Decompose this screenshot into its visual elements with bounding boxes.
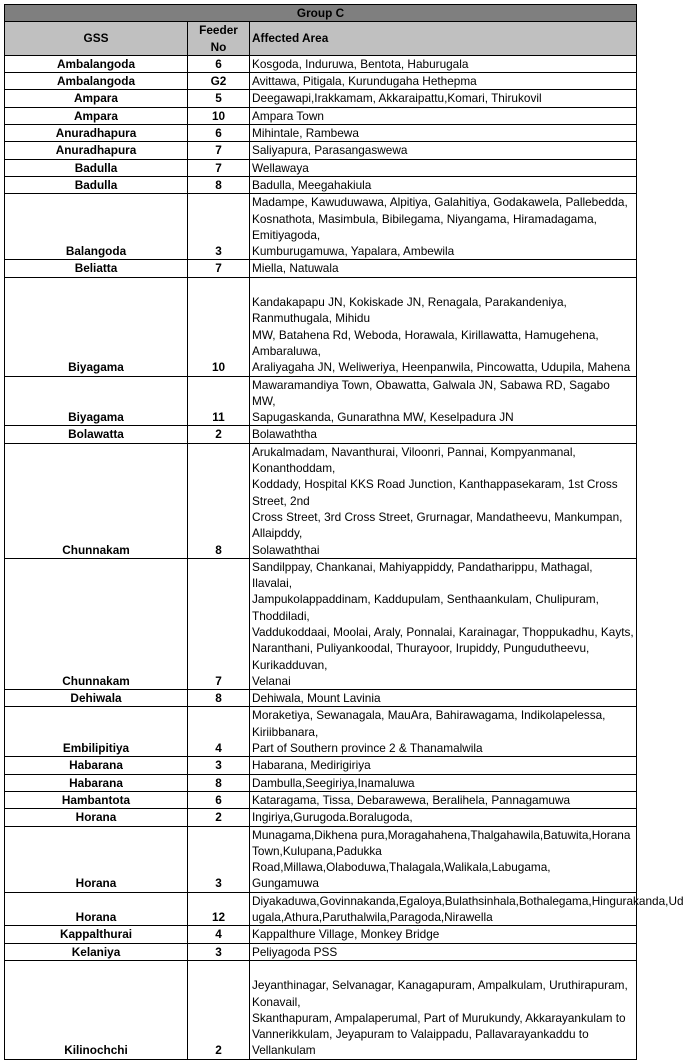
feeder-no-cell: 3 bbox=[188, 194, 250, 260]
affected-area-cell: Ingiriya,Gurugoda.Boralugoda, bbox=[250, 809, 637, 826]
feeder-no-cell: 7 bbox=[188, 159, 250, 176]
table-row bbox=[5, 107, 637, 124]
affected-area-cell: Avittawa, Pitigala, Kurundugaha Hethepma bbox=[250, 73, 637, 90]
affected-area-cell: Kosgoda, Induruwa, Bentota, Haburugala bbox=[250, 55, 637, 72]
table-row bbox=[5, 791, 637, 808]
affected-area-cell: Deegawapi,Irakkamam, Akkaraipattu,Komari, Thirukovil bbox=[250, 90, 637, 107]
affected-area-cell: Badulla, Meegahakiula bbox=[250, 176, 637, 193]
gss-cell: Habarana bbox=[5, 757, 188, 774]
affected-area-cell: Peliyagoda PSS bbox=[250, 943, 637, 960]
table-row bbox=[5, 443, 637, 558]
feeder-no-cell: 8 bbox=[188, 774, 250, 791]
feeder-no-cell: 6 bbox=[188, 791, 250, 808]
gss-cell: Horana bbox=[5, 809, 188, 826]
affected-area-cell: Kandakapapu JN, Kokiskade JN, Renagala, Parakandeniya, Ranmuthugala, Mihidu MW, Batahena Rd, Weboda, Horawala, Kirillawatta, Hamugehena, Ambaraluwa, Araliyagaha JN, Weliweriya, Heenpanwila, Pincowatta, Udupila, Mahena bbox=[250, 277, 637, 376]
affected-area-cell: Kappalthure Village, Monkey Bridge bbox=[250, 926, 637, 943]
feeder-no-cell: 2 bbox=[188, 426, 250, 443]
feeder-no-cell: 2 bbox=[188, 809, 250, 826]
affected-area-cell: Saliyapura, Parasangaswewa bbox=[250, 142, 637, 159]
gss-cell: Ambalangoda bbox=[5, 73, 188, 90]
table-row bbox=[5, 55, 637, 72]
table-row bbox=[5, 892, 637, 926]
gss-cell: Anuradhapura bbox=[5, 125, 188, 142]
gss-cell: Chunnakam bbox=[5, 443, 188, 558]
affected-area-cell: Munagama,Dikhena pura,Moragahahena,Thalgahawila,Batuwita,Horana Town,Kulupana,Padukka Road,Millawa,Olaboduwa,Thalagala,Walikala,Labugama, Gungamuwa bbox=[250, 826, 637, 892]
table-row bbox=[5, 809, 637, 826]
feeder-no-cell: 8 bbox=[188, 443, 250, 558]
table-row bbox=[5, 194, 637, 260]
feeder-no-cell: 5 bbox=[188, 90, 250, 107]
feeder-no-cell: 3 bbox=[188, 757, 250, 774]
gss-cell: Hambantota bbox=[5, 791, 188, 808]
affected-areas-table bbox=[4, 4, 684, 1060]
gss-cell: Habarana bbox=[5, 774, 188, 791]
table-row bbox=[5, 426, 637, 443]
table-row bbox=[5, 757, 637, 774]
affected-area-cell: Sandilppay, Chankanai, Mahiyappiddy, Pandatharippu, Mathagal, Ilavalai, Jampukolappaddinam, Kaddupulam, Senthaankulam, Chulipuram, Thoddiladi, Vaddukoddaai, Moolai, Araly, Ponnalai, Karainagar, Thoppukadhu, Kayts, Naranthani, Puliyankoodal, Thurayoor, Irupiddy, Pungudutheevu, Kurikadduvan, Velanai bbox=[250, 558, 637, 689]
table-row bbox=[5, 260, 637, 277]
table-row bbox=[5, 176, 637, 193]
table-row bbox=[5, 774, 637, 791]
group-title: Group C bbox=[5, 5, 637, 22]
table-row bbox=[5, 142, 637, 159]
gss-cell: Embilipitiya bbox=[5, 707, 188, 757]
affected-area-cell: Miella, Natuwala bbox=[250, 260, 637, 277]
feeder-no-cell: 11 bbox=[188, 376, 250, 426]
gss-cell: Ambalangoda bbox=[5, 55, 188, 72]
feeder-no-cell: 12 bbox=[188, 892, 250, 926]
feeder-no-cell: 10 bbox=[188, 107, 250, 124]
feeder-no-cell: 7 bbox=[188, 558, 250, 689]
affected-area-cell: Habarana, Medirigiriya bbox=[250, 757, 637, 774]
affected-area-cell: Ampara Town bbox=[250, 107, 637, 124]
table-row bbox=[5, 159, 637, 176]
gss-cell: Kilinochchi bbox=[5, 960, 188, 1059]
gss-cell: Ampara bbox=[5, 107, 188, 124]
affected-area-cell: Arukalmadam, Navanthurai, Viloonri, Pannai, Kompyanmanal, Konanthoddam, Koddady, Hospital KKS Road Junction, Kanthappasekaram, 1st Cross Street, 2nd Cross Street, 3rd Cross Street, Grurnagar, Mandatheevu, Mankumpan, Allaipddy, Solawaththai bbox=[250, 443, 637, 558]
affected-area-cell: Dambulla,Seegiriya,Inamaluwa bbox=[250, 774, 637, 791]
header-affected-area: Affected Area bbox=[250, 22, 637, 56]
gss-cell: Horana bbox=[5, 826, 188, 892]
header-gss: GSS bbox=[5, 22, 188, 56]
feeder-no-cell: G2 bbox=[188, 73, 250, 90]
gss-cell: Ampara bbox=[5, 90, 188, 107]
table-row bbox=[5, 277, 637, 376]
table-row bbox=[5, 125, 637, 142]
affected-area-cell: Kataragama, Tissa, Debarawewa, Beralihela, Pannagamuwa bbox=[250, 791, 637, 808]
affected-area-cell: Mihintale, Rambewa bbox=[250, 125, 637, 142]
table-row bbox=[5, 90, 637, 107]
feeder-no-cell: 6 bbox=[188, 55, 250, 72]
table-row bbox=[5, 960, 637, 1059]
affected-area-cell: Wellawaya bbox=[250, 159, 637, 176]
table-row bbox=[5, 943, 637, 960]
table-row bbox=[5, 826, 637, 892]
gss-cell: Beliatta bbox=[5, 260, 188, 277]
gss-cell: Anuradhapura bbox=[5, 142, 188, 159]
table-row bbox=[5, 690, 637, 707]
feeder-no-cell: 6 bbox=[188, 125, 250, 142]
gss-cell: Dehiwala bbox=[5, 690, 188, 707]
affected-area-cell: Dehiwala, Mount Lavinia bbox=[250, 690, 637, 707]
table-row bbox=[5, 707, 637, 757]
feeder-no-cell: 8 bbox=[188, 690, 250, 707]
feeder-no-cell: 8 bbox=[188, 176, 250, 193]
gss-cell: Kappalthurai bbox=[5, 926, 188, 943]
header-feeder-no: Feeder No bbox=[188, 22, 250, 56]
column-header-row bbox=[5, 22, 637, 56]
gss-cell: Horana bbox=[5, 892, 188, 926]
affected-area-cell: Moraketiya, Sewanagala, MauAra, Bahirawagama, Indikolapelessa, Kiriibbanara, Part of Southern province 2 & Thanamalwila bbox=[250, 707, 637, 757]
gss-cell: Badulla bbox=[5, 159, 188, 176]
table-row bbox=[5, 376, 637, 426]
gss-cell: Chunnakam bbox=[5, 558, 188, 689]
feeder-no-cell: 7 bbox=[188, 260, 250, 277]
gss-cell: Biyagama bbox=[5, 277, 188, 376]
group-title-row bbox=[5, 5, 637, 22]
gss-cell: Badulla bbox=[5, 176, 188, 193]
feeder-no-cell: 3 bbox=[188, 826, 250, 892]
feeder-no-cell: 4 bbox=[188, 926, 250, 943]
affected-area-cell: Bolawaththa bbox=[250, 426, 637, 443]
gss-cell: Kelaniya bbox=[5, 943, 188, 960]
feeder-no-cell: 3 bbox=[188, 943, 250, 960]
gss-cell: Balangoda bbox=[5, 194, 188, 260]
affected-area-cell: Jeyanthinagar, Selvanagar, Kanagapuram, Ampalkulam, Uruthirapuram, Konavail, Skanthapuram, Ampalaperumal, Part of Murukundy, Akkarayankulam to Vannerikkulam, Jeyapuram to Valaippadu, Pallavarayankaddu to Vellankulam bbox=[250, 960, 637, 1059]
table-row bbox=[5, 558, 637, 689]
gss-cell: Bolawatta bbox=[5, 426, 188, 443]
feeder-no-cell: 2 bbox=[188, 960, 250, 1059]
table-row bbox=[5, 73, 637, 90]
affected-area-cell: Diyakaduwa,Govinnakanda,Egaloya,Bulathsinhala,Bothalegama,Hingurakanda,Ud ugala,Athura,Paruthalwila,Paragoda,Nirawella bbox=[250, 892, 637, 926]
feeder-no-cell: 7 bbox=[188, 142, 250, 159]
table-row bbox=[5, 926, 637, 943]
gss-cell: Biyagama bbox=[5, 376, 188, 426]
affected-area-cell: Madampe, Kawuduwawa, Alpitiya, Galahitiya, Godakawela, Pallebedda, Kosnathota, Masimbula, Bibilegama, Niyangama, Hiramadagama, Emitiyagoda, Kumburugamuwa, Yapalara, Ambewila bbox=[250, 194, 637, 260]
feeder-no-cell: 10 bbox=[188, 277, 250, 376]
affected-area-cell: Mawaramandiya Town, Obawatta, Galwala JN, Sabawa RD, Sagabo MW, Sapugaskanda, Gunarathna MW, Keselpadura JN bbox=[250, 376, 637, 426]
feeder-no-cell: 4 bbox=[188, 707, 250, 757]
